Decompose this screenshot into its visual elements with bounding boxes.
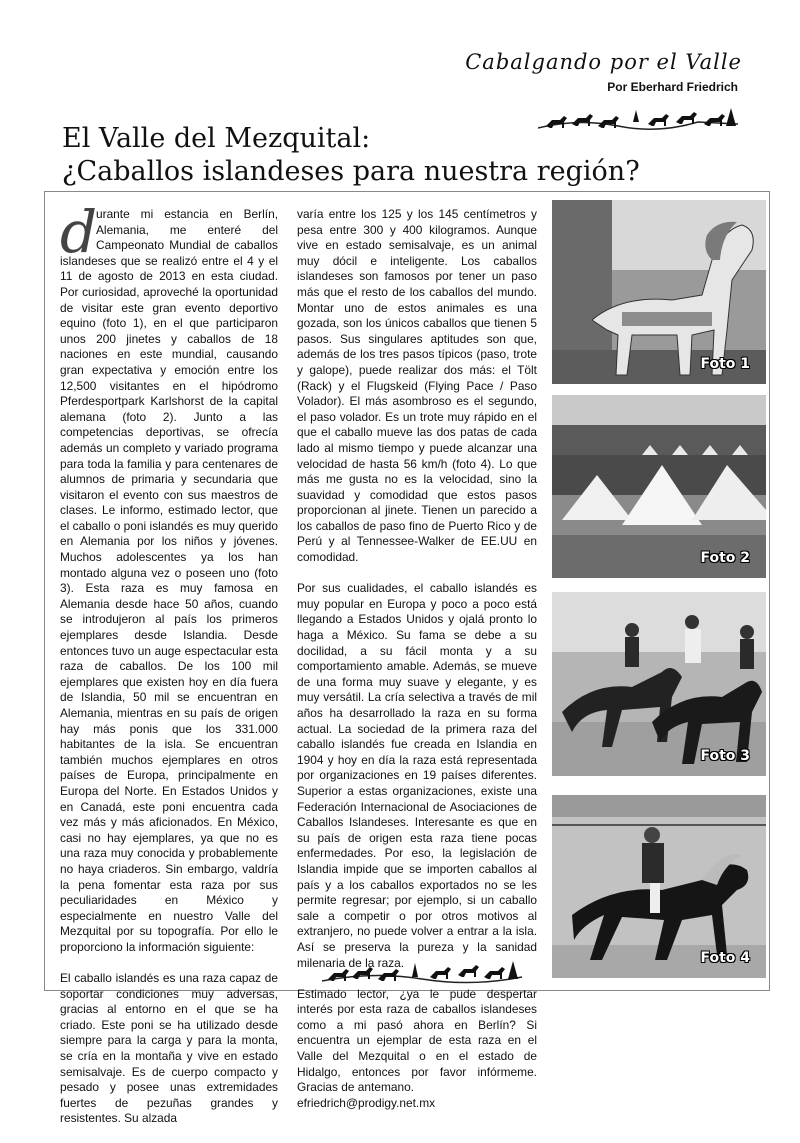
section-title: Cabalgando por el Valle — [465, 50, 742, 74]
article-title — [62, 122, 662, 188]
author-email: efriedrich@prodigy.net.mx — [297, 1095, 436, 1110]
paragraph-qualities: Por sus cualidades, el caballo islandés es muy popular en Europa y poco a poco está llegando a Estados Unidos y ojalá pronto lo haga a México. Su fama se debe a su docilidad, a su fácil monta y a su comportamiento amable. Además, se mueve de una forma muy suave y elegante, y es muy versátil. La cría selectiva a través de mil años ha desarrollado la raza en su forma actual. La sociedad de la primera raza del caballo islandés fue creada en Islandia en 1904 y hoy en día la raza está representada por organizaciones en 19 países diferentes. Superior a estas organizaciones, existe una Federación Internacional de Asociaciones de Caballos Islandeses. Interesante es que en su país de origen esta raza tiene pocas enfermedades. Por eso, la legislación de Islandia impide que se importen caballos al país y a los caballos exportados no se les permite regresar; por ejemplo, si un caballo sale a competir o por otros motivos al extranjero, no puede volver a entrar a la isla. Así se preserva la pureza y la sanidad milenaria de la raza. — [297, 581, 537, 970]
text-column-2 — [297, 207, 537, 1127]
article-title-line2: ¿Caballos islandeses para nuestra región? — [62, 156, 640, 187]
photo-2-caption: Foto 2 — [700, 550, 750, 566]
photo-3-young-riders — [552, 592, 766, 776]
paragraph-closing: Estimado lector, ¿ya le pude despertar interés por esta raza de caballos islandeses como a mi pasó ahora en Berlín? Si encuentra un ejemplar de esta raza en el Valle del Mezquital o en el estado de Hidalgo, entonces por favor infórmeme. Gracias de antemano. — [297, 986, 537, 1095]
paragraph-intro — [60, 198, 278, 956]
paragraph-gaits: varía entre los 125 y los 145 centímetros y pesa entre 300 y 400 kilogramos. Aunque vive en estado semisalvaje, es un animal muy dócil e inteligente. Los caballos islandeses son famosos por tener un paso más que el resto de los caballos del mundo. Montar uno de estos animales es una gozada, son los únicos caballos que tienen 5 pasos. Sus singulares aptitudes son que, además de los tres pasos típicos (paso, trote y galope), puede realizar dos más: el Tölt (Rack) y el Flugskeid (Flying Pace / Paso Volador). El más asombroso es el segundo, el paso volador. Es un trote muy rápido en el que el caballo mueve las dos patas de cada lado al mismo tiempo y puede alcanzar una velocidad de hasta 56 km/h (foto 4). Lo que más me gusta no es la velocidad, sino la suavidad y comodidad que estos pasos proporcionan al jinete. Tienen un parecido a los caballos de paso fino de Puerto Rico y de Perú y al Tennessee-Walker de EE.UU en comodidad. — [297, 207, 537, 565]
author-byline: Por Eberhard Friedrich — [607, 80, 738, 94]
text-column-1 — [60, 198, 278, 1143]
photo-3-caption: Foto 3 — [700, 748, 750, 764]
photo-2-racetrack-tents — [552, 395, 766, 578]
photo-4-flying-pace-rider — [552, 795, 766, 978]
photo-4-caption: Foto 4 — [700, 950, 750, 966]
article-title-line1: El Valle del Mezquital: — [62, 123, 371, 154]
paragraph-breed-description: El caballo islandés es una raza capaz de soportar condiciones muy adversas, gracias al entorno en el que se ha criado. Este poni se ha utilizado desde siempre para la carga y para la monta, se cría en la montaña y vive en estado semisalvaje. Es de cuerpo compacto y pesado y posee unas extremidades fuertes de pezuñas grandes y resistentes. Su alzada — [60, 971, 278, 1126]
horse-silhouette-ornament-footer — [322, 955, 522, 989]
drop-cap: d — [60, 198, 98, 266]
photo-1-painted-horse-statue — [552, 200, 766, 384]
photo-1-caption: Foto 1 — [700, 356, 750, 372]
paragraph-intro-text: urante mi estancia en Berlín, Alemania, me enteré del Campeonato Mundial de caballos islandeses que se realizó entre el 4 y el 11 de agosto de 2013 en esta ciudad. Por curiosidad, aproveché la oportunidad de visitar este gran evento deportivo equino (foto 1), en el que participaron unos 200 jinetes y caballos de 18 naciones en este mundial, causando gran expectativa y emoción entre los 12,500 visitantes en el hipódromo Pferdesportpark Karlshorst de la capital alemana (foto 2). Junto a las competencias deportivas, se ofrecía además un completo y variado programa para toda la familia y para centenares de alumnos de primaria y secundaria que visitaron el evento con sus maestros de clases. Le informo, estimado lector, que el caballo o poni islandés es muy querido en Alemania por los niños y jóvenes. Muchos adolescentes ya los han montado alguna vez o poseen uno (foto 3). Esta raza es muy famosa en Alemania desde hace 50 años, cuando se introdujeron al país los primeros ejemplares desde Islandia. Desde entonces tuvo un auge espectacular esta raza de caballos. De los 100 mil ejemplares que existen hoy en día fuera de Islandia, 50 mil se encuentran en Alemania, mientras en su país de origen hay más ponis que los 331.000 habitantes de la isla. Se encuentran también muchos ejemplares en otros países de Europa, principalmente en Europa del Norte. En Estados Unidos y en Canadá, este poni encuentra cada vez más y más aficionados. En México, casi no hay ejemplares, ya que no es una raza muy conocida y probablemente no haya criaderos. Sin embargo, valdría la pena fomentar esta raza por sus peculiaridades en México y especialmente en nuestro Valle del Mezquital por su topografía. Por ello le proporciono la información siguiente: — [60, 207, 278, 954]
